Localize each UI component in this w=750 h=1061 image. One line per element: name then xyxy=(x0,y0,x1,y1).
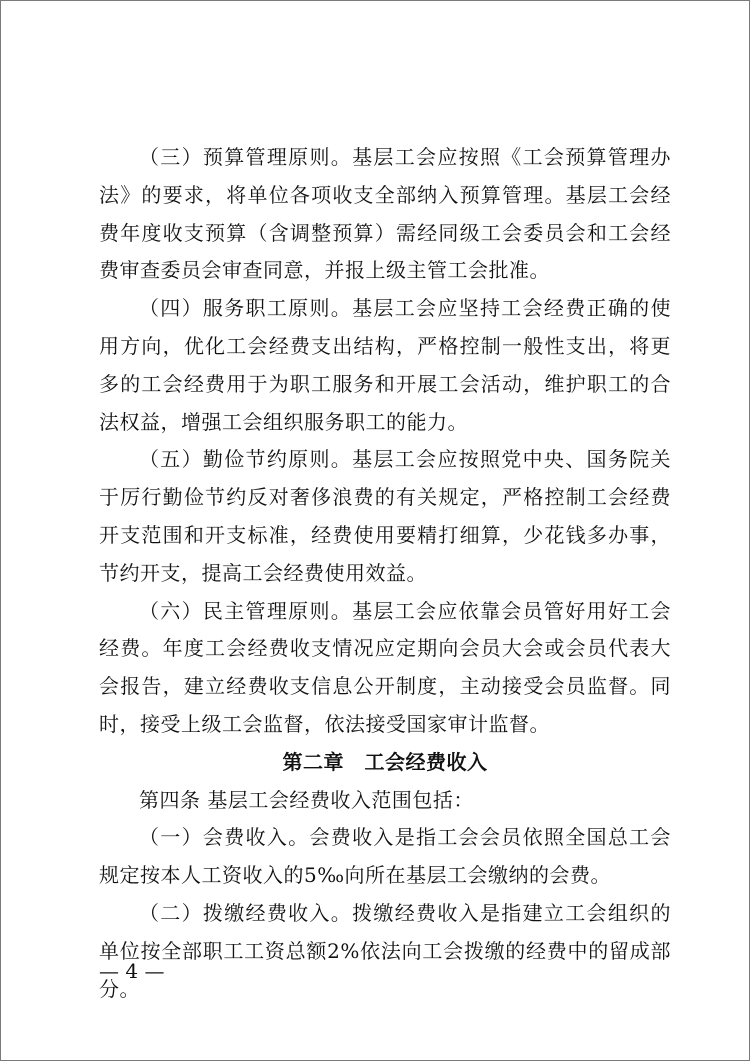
document-body xyxy=(99,139,671,1008)
page-number: — 4 — xyxy=(99,959,165,983)
paragraph-budget-principle: （三）预算管理原则。基层工会应按照《工会预算管理办法》的要求，将单位各项收支全部纳入预算管理。基层工会经费年度收支预算（含调整预算）需经同级工会委员会和工会经费审查委员会审查同意，并报上级主管工会批准。 xyxy=(99,145,671,283)
paragraph-service-principle: （四）服务职工原则。基层工会应坚持工会经费正确的使用方向，优化工会经费支出结构，严格控制一般性支出，将更多的工会经费用于为职工服务和开展工会活动，维护职工的合法权益，增强工会组织服务职工的能力。 xyxy=(99,296,671,434)
paragraph-allocated-funds: （二）拨缴经费收入。拨缴经费收入是指建立工会组织的单位按全部职工工资总额2%依法向工会拨缴的经费中的留成部分。 xyxy=(99,900,671,1001)
article-four: 第四条 基层工会经费收入范围包括： xyxy=(139,787,474,812)
chapter-heading: 第二章 工会经费收入 xyxy=(282,749,488,774)
paragraph-thrift-principle: （五）勤俭节约原则。基层工会应按照党中央、国务院关于厉行勤俭节约反对奢侈浪费的有关规定，严格控制工会经费开支范围和开支标准，经费使用要精打细算，少花钱多办事，节约开支，提高工会经费使用效益。 xyxy=(99,447,671,585)
paragraph-membership-dues: （一）会费收入。会费收入是指工会会员依照全国总工会规定按本人工资收入的5‰向所在基层工会缴纳的会费。 xyxy=(99,825,671,888)
paragraph-democratic-principle: （六）民主管理原则。基层工会应依靠会员管好用好工会经费。年度工会经费收支情况应定期向会员大会或会员代表大会报告，建立经费收支信息公开制度，主动接受会员监督。同时，接受上级工会监督，依法接受国家审计监督。 xyxy=(99,598,671,736)
